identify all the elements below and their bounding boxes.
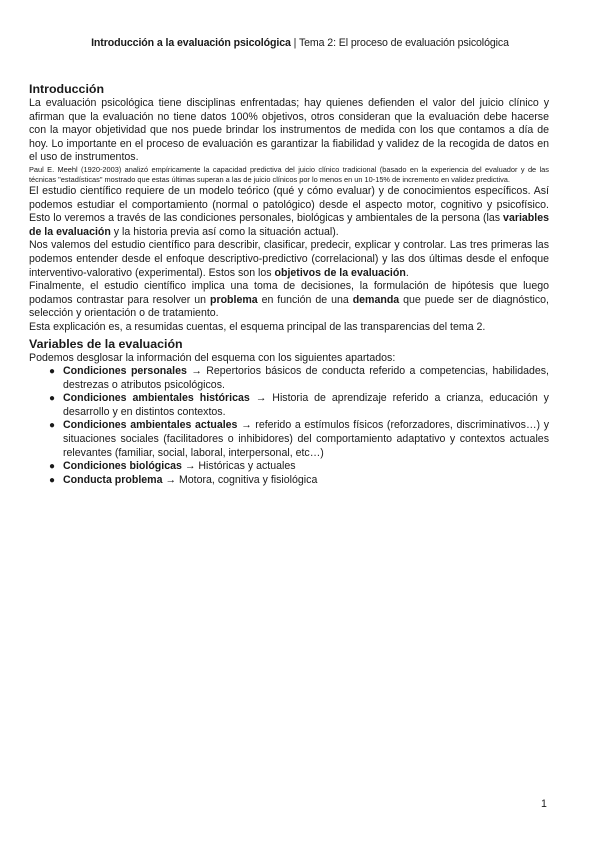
text-run: El estudio científico requiere de un modelo teórico (qué y cómo evaluar) y de conocimientos específicos. Así podemos estudiar el comportamiento (normal o patológico) desde el aspecto motor, cognitivo y psicofísico. Esto lo veremos a través de las condiciones personales, biológicas y ambientales de la persona (las [29,184,549,225]
list-item [49,392,549,419]
bold-run: problema [209,293,258,306]
list-item-term: Condiciones ambientales actuales [63,419,238,432]
page-number: 1 [541,798,547,810]
list-item-term: Condiciones ambientales históricas [63,392,250,405]
intro-paragraph-3 [29,239,549,280]
text-run: Nos valemos del estudio científico para describir, clasificar, predecir, explicar y controlar. Las tres primeras las podemos entender desde el enfoque descriptivo-predictivo (correlacional) y las dos últimas desde el enfoque interventivo-valorativo (experimental). Estos son los [29,239,549,279]
bold-run: demanda [352,293,400,306]
text-run: en función de una [257,293,353,306]
list-item-text: → Repertorios básicos de conducta referido a competencias, habilidades, destrezas o atributos psicológicos. [63,365,550,391]
header-title: Introducción a la evaluación psicológica [91,37,291,49]
bullet-icon: ● [49,420,56,432]
text-run: Finalmente, el estudio científico implica una toma de decisiones, la formulación de hipótesis que luego podamos contrastar para resolver un [29,280,549,306]
bullet-icon: ● [49,461,56,473]
list-item [49,419,549,460]
list-item-text: → Motora, cognitiva y fisiológica [162,473,318,486]
bullet-icon: ● [49,366,56,378]
intro-note: Paul E. Meehl (1920-2003) analizó empíricamente la capacidad predictiva del juicio clínico tradicional (basado en la experiencia del evaluador y de las técnicas "estadísticas" mostrado que estas últimas superan a las de juicio clínicos por lo menos en un 10-15% de incremento en validez predictiva. [29,164,549,184]
bullet-icon: ● [49,393,56,405]
text-run: . [405,266,409,279]
document-body [29,82,549,487]
variables-heading: Variables de la evaluación [29,336,183,351]
bold-run: objetivos de la evaluación [274,266,406,279]
list-item-term: Condiciones personales [63,365,187,378]
bullet-icon: ● [49,474,56,486]
header-separator: | [290,37,299,49]
intro-heading: Introducción [29,82,105,96]
text-run: que puede ser de diagnóstico, selección y orientación o de tratamiento. [29,293,549,320]
variables-lead: Podemos desglosar la información del esquema con los siguientes apartados: [29,351,396,364]
list-item [49,473,549,488]
variables-list [29,365,549,487]
list-item-term: Condiciones biológicas [63,460,182,473]
list-item [49,460,549,474]
list-item-text: → Históricas y actuales [181,460,296,473]
list-item-text: → referido a estímulos físicos (reforzadores, discriminativos…) y situaciones sociales (facilitadores o inhibidores) del comportamiento adaptativo y contextos actuales relevantes (familiar, social, laboral, interpersonal, etc…) [63,419,549,459]
list-item [49,365,550,392]
list-item-text: → Historia de aprendizaje referido a crianza, educación y desarrollo y en distintos contextos. [63,392,549,418]
header-subtitle: Tema 2: El proceso de evaluación psicológica [298,37,509,49]
intro-paragraph-5: Esta explicación es, a resumidas cuentas, el esquema principal de las transparencias del tema 2. [29,320,486,333]
intro-paragraph-1: La evaluación psicológica tiene disciplinas enfrentadas; hay quienes defienden el valor del juicio clínico y afirman que la evaluación no tiene datos 100% objetivos, otros consideran que la evaluación debe hacerse con la mayor objetividad que nos puede brindar los instrumentos de medida con los que contamos a día de hoy. Lo importante en el proceso de evaluación es garantizar la fiabilidad y validez de la recogida de datos en el uso de instrumentos. [29,97,549,164]
page-header [0,37,600,49]
bold-run: variables de la evaluación [29,212,549,238]
text-run: y la historia previa así como la situación actual). [110,225,339,238]
list-item-term: Conducta problema [63,473,163,486]
intro-paragraph-4 [29,280,549,321]
intro-paragraph-2 [29,185,549,239]
